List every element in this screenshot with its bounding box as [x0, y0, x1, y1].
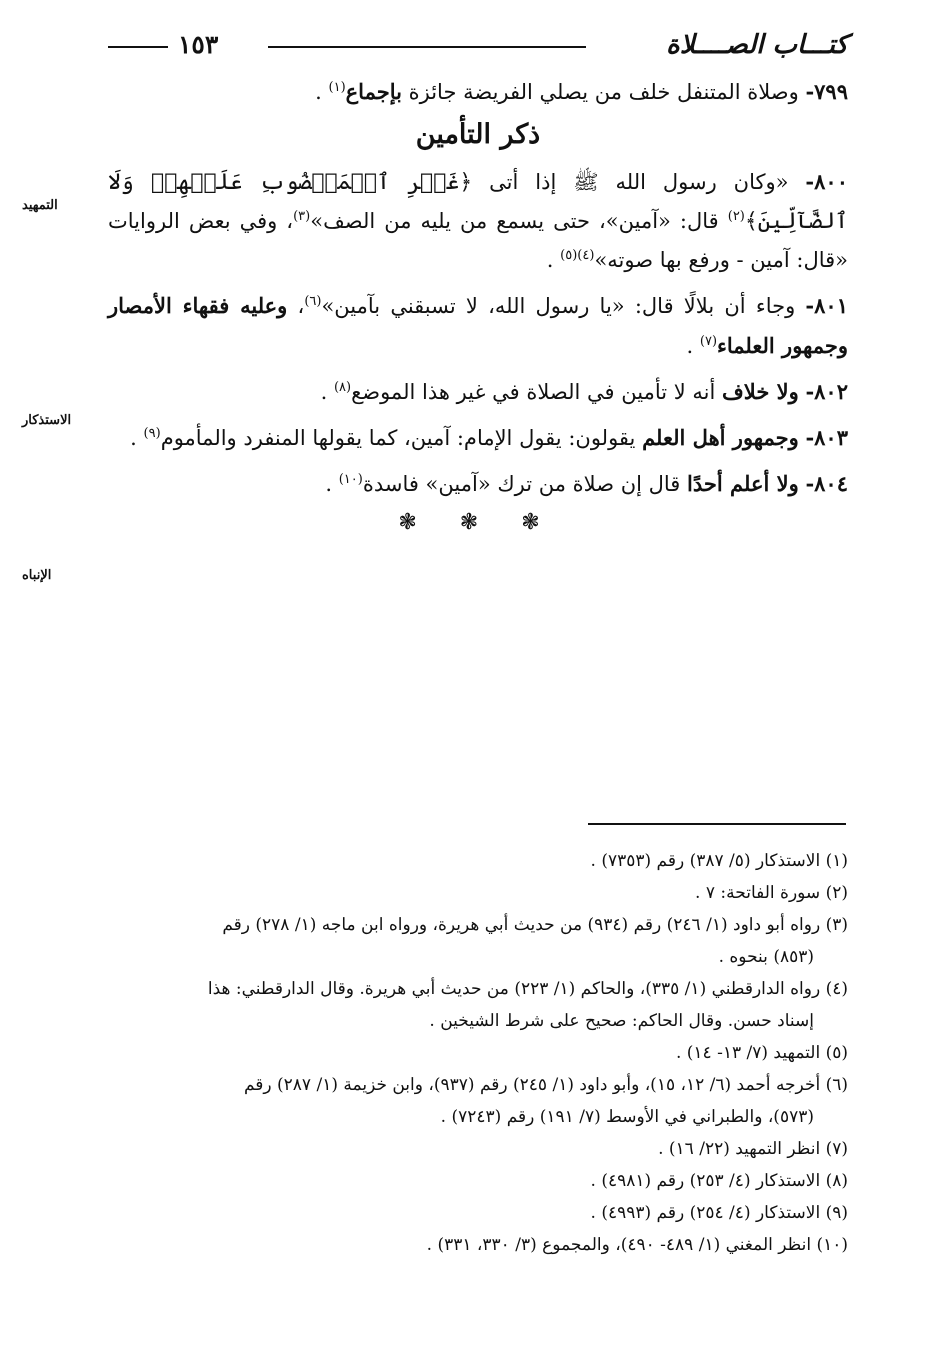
paragraph-text: «وكان رسول الله ﷺ إذا أتى [489, 170, 789, 194]
footnote-4 [108, 973, 848, 1037]
paragraph-text: أنه لا تأمين في الصلاة في غير هذا الموضع [351, 380, 716, 404]
paragraph-number: ٨٠١- [805, 293, 848, 318]
paragraph-text: قال: «آمين»، حتى يسمع من يليه من الصف» [310, 209, 719, 233]
paragraph-text: وجاء أن بلالًا قال: «يا رسول الله، لا تسبقني بآمين» [321, 294, 796, 318]
paragraph-799 [108, 72, 848, 112]
footnote-line: (٣) رواه أبو داود (١/ ٢٤٦) رقم (٩٣٤) من حديث أبي هريرة، ورواه ابن ماجه (١/ ٢٧٨) رقم [222, 915, 848, 935]
bold-phrase: ولا أعلم أحدًا [687, 471, 799, 496]
main-text [108, 72, 848, 535]
header-rule-short [108, 46, 168, 48]
paragraph-number: ٨٠٣- [805, 425, 848, 450]
source-note-tamhid: التمهيد [22, 198, 58, 213]
bold-phrase: ولا خلاف [722, 379, 799, 404]
footnote-ref[interactable]: (٧) [699, 334, 718, 349]
footnote-line: (٥٧٣)، والطبراني في الأوسط (٧/ ١٩١) رقم (٧٢٤٣) . [440, 1107, 814, 1127]
footnote-8: (٨) الاستذكار (٤/ ٢٥٣) رقم (٤٩٨١) . [590, 1171, 848, 1191]
bold-phrase: وجمهور أهل العلم [642, 425, 799, 450]
footnote-5: (٥) التمهيد (٧/ ١٣- ١٤) . [675, 1043, 848, 1063]
footnote-2: (٢) سورة الفاتحة: ٧ . [695, 883, 848, 903]
paragraph-text: قال إن صلاة من ترك «آمين» فاسدة [362, 472, 681, 496]
footnote-7: (٧) انظر التمهيد (٢٢/ ١٦) . [658, 1139, 848, 1159]
paragraph-800 [108, 162, 848, 280]
footnote-ref[interactable]: (١٠) [338, 472, 363, 487]
footnote-1: (١) الاستذكار (٥/ ٣٨٧) رقم (٧٣٥٣) . [590, 851, 848, 871]
paragraph-801 [108, 286, 848, 366]
footnote-ref[interactable]: (٢) [727, 209, 745, 224]
paragraph-802 [108, 372, 848, 412]
page-number: ١٥٣ [178, 30, 219, 59]
footnote-line: (٤) رواه الدارقطني (١/ ٣٣٥)، والحاكم (١/ ٢٢٣) من حديث أبي هريرة. وقال الدارقطني: هذا [207, 979, 848, 999]
paragraph-number: ٨٠٢- [805, 379, 848, 404]
paragraph-text: وصلاة المتنفل خلف من يصلي الفريضة جائزة [408, 80, 799, 104]
section-heading: ذكر التأمين [415, 119, 541, 150]
bold-phrase: بإجماع [345, 79, 402, 104]
paragraph-804 [108, 464, 848, 504]
paragraph-number: ٧٩٩- [805, 79, 848, 104]
paragraph-end: . [325, 472, 333, 496]
footnote-9: (٩) الاستذكار (٤/ ٢٥٤) رقم (٤٩٩٣) . [590, 1203, 848, 1223]
footnote-10: (١٠) انظر المغني (١/ ٤٨٩- ٤٩٠)، والمجموع (٣/ ٣٣٠، ٣٣١) . [426, 1235, 848, 1255]
footnote-line: (٦) أخرجه أحمد (٦/ ١٢، ١٥)، وأبو داود (١/ ٢٤٥) رقم (٩٣٧)، وابن خزيمة (١/ ٢٨٧) رقم [243, 1075, 848, 1095]
page-header [108, 30, 848, 64]
footnotes [108, 845, 848, 1261]
paragraph-text: ، وفي بعض الروايات «قال: آمين - ورفع بها صوته» [108, 209, 848, 272]
footnote-ref[interactable]: (١) [328, 80, 346, 95]
source-note-istidhkar: الاستذكار [22, 413, 72, 428]
paragraph-end: . [315, 80, 322, 104]
running-title: كتـــاب الصــــلاة [666, 30, 848, 60]
quran-verse: ﴿غَيۡرِ ٱلۡمَغۡضُوبِ عَلَيۡهِمۡ وَلَا ٱلضَّآلِّينَ﴾ [108, 170, 848, 234]
footnote-6 [108, 1069, 848, 1133]
paragraph-text: ، [297, 294, 305, 318]
footnote-ref[interactable]: (٩) [143, 426, 161, 441]
paragraph-text: يقولون: يقول الإمام: آمين، كما يقولها المنفرد والمأموم [160, 426, 636, 450]
footnote-ref[interactable]: (٨) [333, 380, 352, 395]
paragraph-end: . [686, 334, 694, 358]
footnote-ref[interactable]: (٦) [304, 294, 322, 309]
header-rule [268, 46, 586, 48]
paragraph-end: . [130, 426, 137, 450]
footnote-line: إسناد حسن. وقال الحاكم: صحيح على شرط الشيخين . [429, 1011, 814, 1031]
footnote-ref[interactable]: (٣) [293, 209, 311, 224]
footnote-3 [108, 909, 848, 973]
footnote-ref[interactable]: (٤)(٥) [560, 248, 595, 263]
bold-phrase: وعليه فقهاء الأمصار وجمهور العلماء [108, 293, 848, 358]
paragraph-803 [108, 418, 848, 458]
source-note-inbah: الإنباه [22, 568, 52, 583]
paragraph-end: . [320, 380, 328, 404]
footnote-rule [588, 823, 846, 825]
paragraph-number: ٨٠٠- [805, 169, 848, 194]
paragraph-number: ٨٠٤- [805, 471, 848, 496]
footnote-line: (٨٥٣) بنحوه . [718, 947, 814, 967]
section-separator: ❃ ❃ ❃ [398, 510, 558, 535]
paragraph-end: . [546, 248, 554, 272]
